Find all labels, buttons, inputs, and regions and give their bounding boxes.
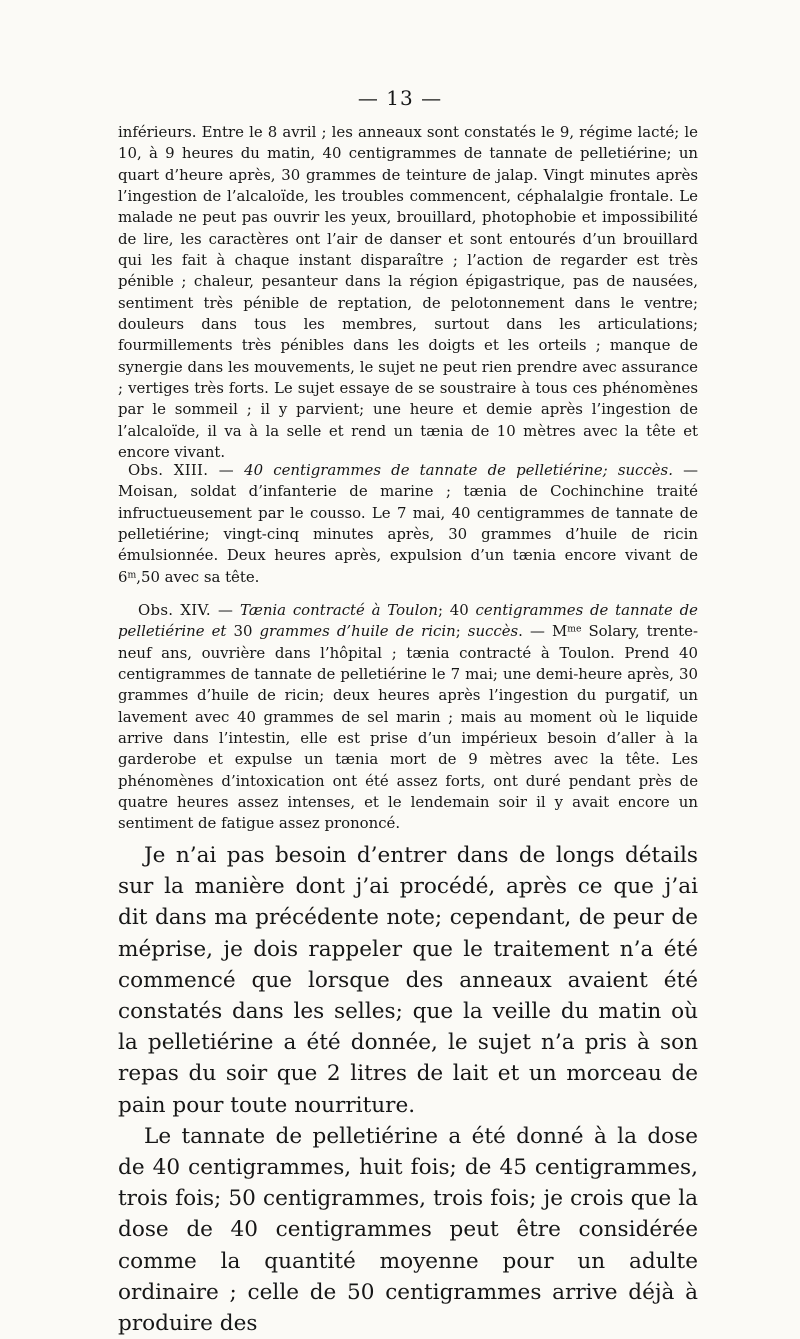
observation-xiii-title: 40 centigrammes de tannate de pelletiérine; succès. bbox=[244, 461, 673, 479]
observation-xiv-sup: me bbox=[567, 623, 582, 635]
observation-xiv-title-d: succès bbox=[467, 622, 519, 641]
page-number: — 13 — bbox=[357, 86, 443, 110]
observation-xiii-body: — Moisan, soldat d’infanterie de marine ; tænia de Cochinchine traité infructueusement par le cousso. Le 7 mai, 40 centigrammes de tannate de pelletiérine; vingt-cinq minutes après, 30 grammes d’huile de ricin émulsionnée. Deux heures après, expulsion d’un tænia encore vivant de 6 bbox=[118, 461, 698, 586]
observation-xiv-body: Solary, trente-neuf ans, ouvrière dans l’hôpital ; tænia contracté à Toulon. Prend 40 centigrammes de tannate de pelletiérine le 7 mai; une demi-heure après, 30 grammes d’huile de ricin; deux heures après l’ingestion du purgatif, un lavement avec 40 grammes de sel marin ; mais au moment où le liquide arrive dans l’intestin, elle est prise d’un impérieux besoin d’aller à la garderobe et expulse un tænia mort de 9 mètres avec la tête. Les phénomènes d’intoxication ont été assez forts, ont duré pendant près de quatre heures assez intenses, et le lendemain soir il y avait encore un sentiment de fatigue assez prononcé. bbox=[118, 622, 698, 833]
observation-xiv-sep1: ; 40 bbox=[437, 601, 476, 619]
observation-xiv-text bbox=[118, 600, 698, 835]
main-paragraph-1: Je n’ai pas besoin d’entrer dans de longs détails sur la manière dont j’ai procédé, après ce que j’ai dit dans ma précédente note; cependant, de peur de méprise, je dois rappeler que le traitement n’a été commencé que lorsque des anneaux avaient été constatés dans les selles; que la veille du matin où la pelletiérine a été donnée, le sujet n’a pris à son repas du soir que 2 litres de lait et un morceau de pain pour toute nourriture. bbox=[118, 843, 698, 1118]
observation-xiv-title-a: Tænia contracté à Toulon bbox=[240, 601, 438, 619]
observation-xiii-label: Obs. XIII. — bbox=[128, 461, 234, 479]
observation-xiii bbox=[118, 460, 698, 588]
observation-xiv bbox=[118, 600, 698, 835]
observation-xiii-tail: ,50 avec sa tête. bbox=[136, 567, 260, 586]
main-text bbox=[118, 840, 698, 1339]
observation-xiii-unit: m bbox=[127, 569, 137, 581]
case-continuation-text: inférieurs. Entre le 8 avril ; les anneaux sont constatés le 9, régime lacté; le 10, à 9 heures du matin, 40 centigrammes de tannate de pelletiérine; un quart d’heure après, 30 grammes de teinture de jalap. Vingt minutes après l’ingestion de l’alcaloïde, les troubles commencent, céphalalgie frontale. Le malade ne peut pas ouvrir les yeux, brouillard, photophobie et impossibilité de lire, les caractères ont l’air de danser et sont entourés d’un brouillard qui les fait à chaque instant disparaître ; l’action de regarder est très pénible ; chaleur, pesanteur dans la région épigastrique, pas de nausées, sentiment très pénible de reptation, de pelotonnement dans le ventre; douleurs dans tous les membres, surtout dans les articulations; fourmillements très pénibles dans les doigts et les orteils ; manque de synergie dans les mouvements, le sujet ne peut rien prendre avec assurance ; vertiges très forts. Le sujet essaye de se soustraire à tous ces phénomènes par le sommeil ; il y parvient; une heure et demie après l’ingestion de l’alcaloïde, il va à la selle et rend un tænia de 10 mètres avec la tête et encore vivant. bbox=[118, 123, 698, 462]
observation-xiv-pre-sup: . — M bbox=[518, 622, 568, 641]
observation-xiv-sep2: 30 bbox=[226, 622, 260, 641]
observation-xiv-title-b: centigrammes de tannate de pelletiérine et bbox=[118, 601, 698, 641]
observation-xiv-title-c: grammes d’huile de ricin bbox=[259, 622, 456, 641]
observation-xiii-text bbox=[118, 460, 698, 588]
main-paragraph-2: Le tannate de pelletiérine a été donné à la dose de 40 centigrammes, huit fois; de 45 centigrammes, trois fois; 50 centigrammes, trois fois; je crois que la dose de 40 centigrammes peut être considérée comme la quantité moyenne pour un adulte ordinaire ; celle de 50 centigrammes arrive déjà à produire des bbox=[118, 1123, 698, 1337]
observation-xiv-label: Obs. XIV. — bbox=[138, 601, 234, 619]
case-continuation bbox=[118, 122, 698, 464]
observation-xiv-sep3: ; bbox=[455, 622, 468, 641]
